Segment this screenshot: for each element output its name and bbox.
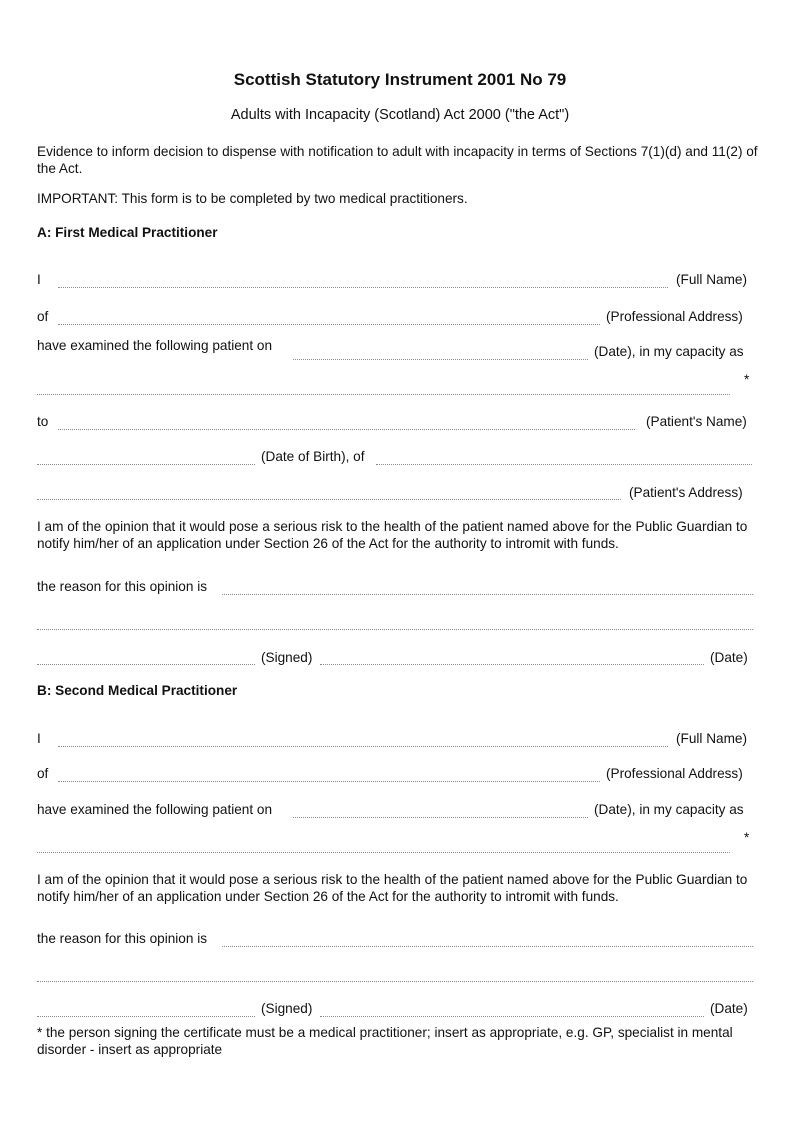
b-full-name-label: (Full Name) [676, 731, 747, 746]
a-opinion-text: I am of the opinion that it would pose a serious risk to the health of the patient named above for the Public Guardian to notify him/her of an application under Section 26 of the Act for the authority to intromit with funds. [37, 519, 748, 551]
a-full-name-label: (Full Name) [676, 272, 747, 287]
b-signed-date-field[interactable] [320, 1016, 704, 1017]
b-examined-label: have examined the following patient on [37, 802, 273, 817]
b-date-label: (Date) [710, 1001, 748, 1016]
a-patient-address-line1-field[interactable] [376, 464, 752, 465]
a-professional-address-field[interactable] [58, 324, 600, 325]
b-reason-label: the reason for this opinion is [37, 931, 208, 946]
b-full-name-field[interactable] [58, 746, 668, 747]
important-note: IMPORTANT: This form is to be completed by two medical practitioners. [37, 191, 468, 206]
a-patient-name-field[interactable] [58, 429, 635, 430]
a-reason-line2-field[interactable] [37, 629, 753, 630]
a-professional-address-label: (Professional Address) [606, 309, 743, 324]
a-reason-line1-field[interactable] [222, 594, 753, 595]
a-signed-label: (Signed) [261, 650, 313, 665]
b-reason-line1-field[interactable] [222, 946, 753, 947]
evidence-text: Evidence to inform decision to dispense with notification to adult with incapacity in terms of Sections 7(1)(d) and 11(2) of the Act. [37, 144, 758, 176]
b-of-label: of [37, 766, 49, 781]
a-signature-field[interactable] [37, 664, 255, 665]
b-capacity-asterisk: * [744, 830, 750, 845]
a-date-capacity-label: (Date), in my capacity as [594, 344, 744, 359]
a-i-label: I [37, 272, 41, 287]
b-exam-date-field[interactable] [293, 817, 588, 818]
b-professional-address-field[interactable] [58, 781, 600, 782]
a-full-name-field[interactable] [58, 287, 668, 288]
b-date-capacity-label: (Date), in my capacity as [594, 802, 744, 817]
a-exam-date-field[interactable] [293, 359, 588, 360]
b-i-label: I [37, 731, 41, 746]
a-patient-name-label: (Patient's Name) [646, 414, 747, 429]
a-date-label: (Date) [710, 650, 748, 665]
form-subtitle: Adults with Incapacity (Scotland) Act 2000 ("the Act") [230, 107, 570, 123]
a-reason-label: the reason for this opinion is [37, 579, 208, 594]
b-capacity-field[interactable] [37, 852, 730, 853]
a-examined-label: have examined the following patient on [37, 338, 273, 353]
a-capacity-field[interactable] [37, 394, 730, 395]
section-b-heading: B: Second Medical Practitioner [37, 683, 238, 698]
a-capacity-asterisk: * [744, 372, 750, 387]
section-a-heading: A: First Medical Practitioner [37, 225, 218, 240]
footnote-text: * the person signing the certificate must be a medical practitioner; insert as appropriate, e.g. GP, specialist in mental disorder - insert as appropriate [37, 1025, 733, 1057]
a-dob-field[interactable] [37, 464, 255, 465]
form-title: Scottish Statutory Instrument 2001 No 79 [233, 70, 567, 89]
a-dob-label: (Date of Birth), of [261, 449, 365, 464]
b-signature-field[interactable] [37, 1016, 255, 1017]
b-reason-line2-field[interactable] [37, 981, 753, 982]
b-opinion-text: I am of the opinion that it would pose a serious risk to the health of the patient named above for the Public Guardian to notify him/her of an application under Section 26 of the Act for the authority to intromit with funds. [37, 872, 748, 904]
a-of-label: of [37, 309, 49, 324]
a-patient-address-label: (Patient's Address) [629, 485, 743, 500]
b-professional-address-label: (Professional Address) [606, 766, 743, 781]
a-signed-date-field[interactable] [320, 664, 704, 665]
a-patient-address-line2-field[interactable] [37, 499, 621, 500]
b-signed-label: (Signed) [261, 1001, 313, 1016]
a-to-label: to [37, 414, 49, 429]
